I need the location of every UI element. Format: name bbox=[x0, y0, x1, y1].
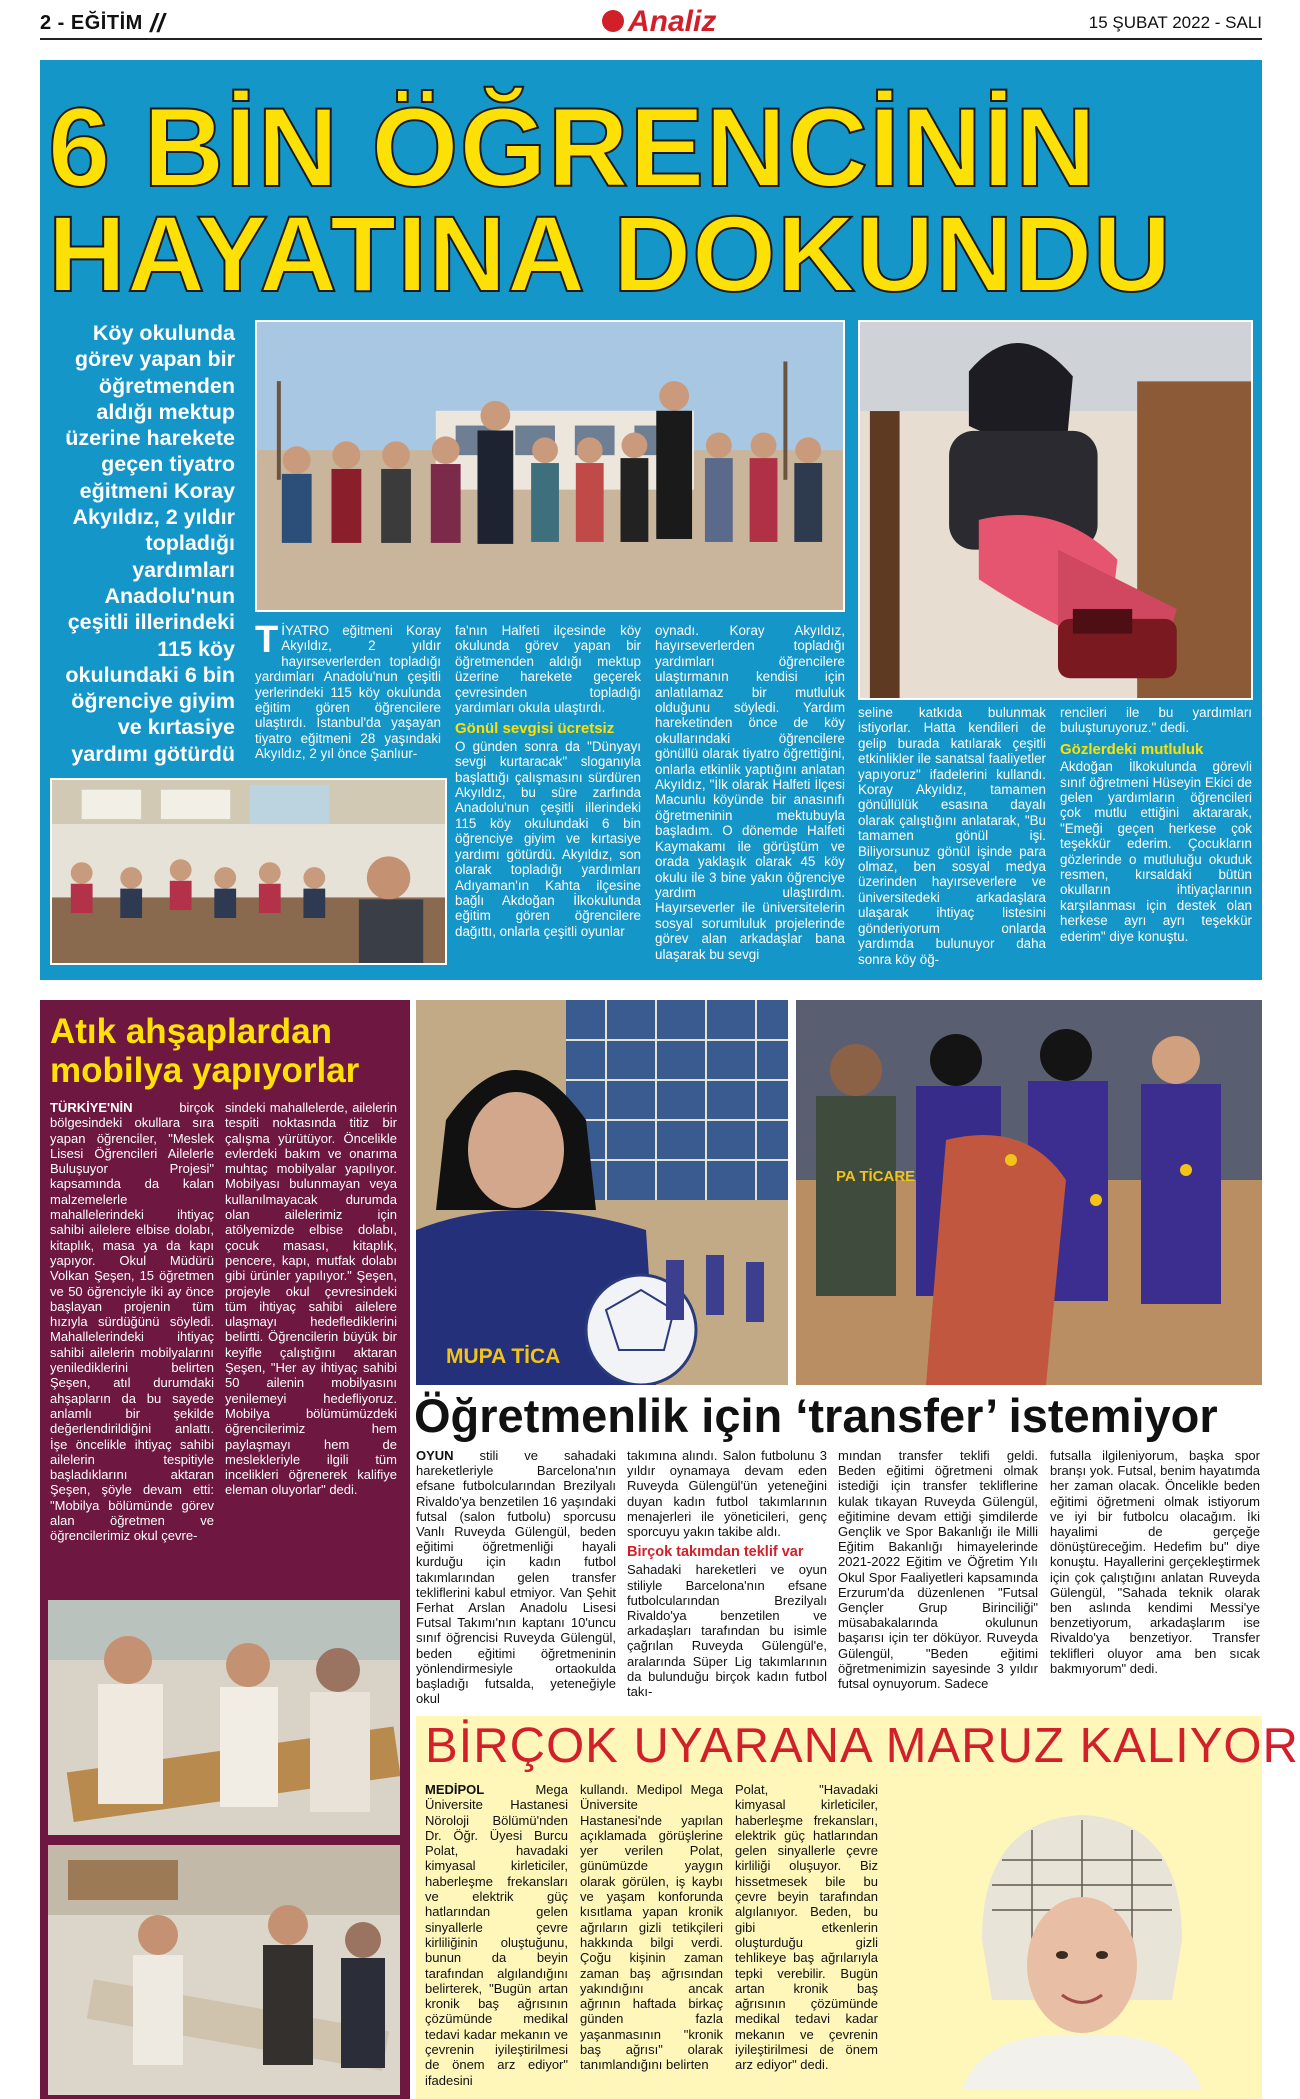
story3-photo-team-huddle bbox=[796, 1000, 1262, 1385]
story1-col3: oynadı. Koray Akyıldız, hayırseverlerden topladığı yardımları öğrencilere ulaştırmanın kendisi için anlatılamaz bir mutluluk olduğunu söyledi. Yardım hareketinden önce de köy okullarındaki öğrencilere gönüllü olarak tiyatro öğrettiğini, onlarla etkinlik yaptığını anlatan Akyıldız, "İlk olarak Halfeti İlçesi Macunlu köyünde bir anasınıfı öğretmeninin mektubuyla başladım. O dönemde Halfeti Kaymakamı ile görüştüm ve orada yaklaşık olarak 45 köy okulu ile 3 bine yakın öğrenciye yardım ulaştırdım. Hayırseverler ile üniversitelerin sosyal sorumluluk projelerinde görev alan arkadaşlar bana ulaşarak bu sevgi bbox=[655, 623, 845, 962]
story2-photo-workshop-1 bbox=[48, 1600, 400, 1835]
story4-col1: MEDİPOL Mega Üniversite Hastanesi Nöroloji Bölümü'nden Dr. Öğr. Üyesi Burcu Polat, havadaki kimyasal kirleticiler, haberleşme frekansları ve elektrik güç hatlarından gelen sinyallerle çevre kirliliğinin oluştuğunu, bunun da beyin tarafından algılandığını belirterek, "Bugün artan kronik baş ağrısının çözümünde medikal tedavi kadar mekanın ve çevrenin iyileştirilmesi de önem arz ediyor" ifadesini bbox=[425, 1782, 568, 2088]
story3-photo2-jersey-text: PA TİCARE bbox=[836, 1168, 916, 1185]
story1-subhead-2: Gözlerdeki mutluluk bbox=[1060, 740, 1204, 758]
story1-photo-girl-shoes bbox=[858, 320, 1253, 700]
story1-dropcap: T bbox=[255, 619, 279, 661]
story4-col2: kullandı. Medipol Mega Üniversite Hastanesi'nde yapılan açıklamada görüşlerine yer verilen Polat, günümüzde yaygın olarak görülen, iş kaybı ve yaşam konforunda kısıtlama yapan kronik ağrıların gizli tetikçileri hakkında bilgi verdi. Çoğu kişinin zaman zaman baş ağrısından yakındığını ancak ağrının haftada birkaç günden fazla yaşanmasının "kronik baş ağrısı" olarak tanımlandığını belirten bbox=[580, 1782, 723, 2073]
story1-col4: seline katkıda bulunmak istiyorlar. Hatta kendileri de gelip burada katılarak çeşitli etkinlikler ile sanatsal faaliyetler yapıyoruz" ifadelerini kullandı. Koray Akyıldız, tamamen gönüllülük esasına dayalı olarak çalıştığını anlatarak, "Bu tamamen gönül işi. Biliyorsunuz gönül işinde para olmaz, ben sosyal medya üzerinden hayırseverlere ve üniversitedeki arkadaşlara ulaşarak ihtiyaç listesini gönderiyorum onlarda yardımda bulunuyor daha sonra köy öğ- bbox=[858, 705, 1046, 967]
story3-col1: OYUN stili ve sahadaki hareketleriyle Barcelona'nın efsane futbolcularından Brezilyalı Rivaldo'ya benzetilen 16 yaşındaki futsal (salon futbolu) sporcusu Vanlı Ruveyda Gülengül, beden eğitimi öğretmenliği hayali kurduğu için kadın futbol takımlarından gelen transfer tekliflerini kabul etmiyor. Van Şehit Ferhat Arslan Anadolu Lisesi Futsal Takımı'nın kaptanı 10'uncu sınıf öğrencisi Ruveyda Gülengül, beden eğitimi öğretmeninin yönlendirmesiyle ortaokulda başladığı futsalda, yeteneğiyle okul bbox=[416, 1448, 616, 1707]
story2-col1: TÜRKİYE'NİN birçok bölgesindeki okullara sıra yapan öğrenciler, "Meslek Lisesi Öğrencileri Ailelerle Buluşuyor Projesi" kapsamında da kalan malzemelerle mahallelerindeki ihtiyaç sahibi ailelere elbise dolabı, kitaplık, masa ya da kapı yapıyor. Okul Müdürü Volkan Şeşen, 15 öğretmen ve 50 öğrenciyle iki ay önce başlayan projenin tüm hızıyla sürdüğünü söyledi. Mahallelerindeki ihtiyaç sahibi ailelerin mobilyalarını yenilediklerini belirten Şeşen, atıl durumdaki ahşapların da bu sayede anlamlı bir şekilde değerlendirildiğini anlattı. İşe öncelikle ihtiyaç sahibi ailelerin tespitiyle başladıklarını aktaran Şeşen, şöyle devam etti: "Mobilya bölümünde görev alan öğretmen ve öğrencilerimiz okul çevre- bbox=[50, 1100, 214, 1544]
story1-col5: rencileri ile bu yardımları buluşturuyoruz." dedi. Gözlerdeki mutluluk Akdoğan İlkokulunda görevli sınıf öğretmeni Hüseyin Ekici de gelen yardımların öğrencileri çok mutlu ettiğini aktararak, "Emeği geçen herkese çok teşekkür ederim. Çocukların gözlerinde o mutluluğu okuduk resmen, kırsaldaki bütün okulların ihtiyaçlarının karşılanması için destek olan herkese ayrı ayrı teşekkür ederim" diye konuştu. bbox=[1060, 705, 1252, 944]
story2-headline: Atık ahşaplardan mobilya yapıyorlar bbox=[50, 1012, 360, 1090]
story2-col2: sindeki mahallelerde, ailelerin tespiti noktasında titiz bir çalışma yürütüyor. Öncelikle evlerdeki bakım ve onarıma muhtaç mobilyalar yapılıyor. Mobilyası bulunmayan veya kullanılmayacak durumda olan ailelerimiz için atölyemizde elbise dolabı, çocuk masası, kitaplık, pencere, kapı, mutfak dolabı gibi ürünler yapılıyor." Şeşen, projeyle okul çevresindeki tüm ihtiyaç sahibi ailelere ulaşmayı hedeflediklerini belirtti. Öğrencilerin büyük bir keyifle çalıştığını aktaran Şeşen, "Her ay ihtiyaç sahibi 50 ailenin mobilyasını yenilemeyi hedefliyoruz. Mobilya bölümümüzdeki öğrencilerimiz hem paylaşmayı hem de meslekleriyle ilgili tüm incelikleri öğrenerek kalifiye eleman oluyorlar" dedi. bbox=[225, 1100, 397, 1498]
story3-col4: futsalla ilgileniyorum, başka spor branşı yok. Futsal, benim hayatımda her zaman olacak. Öncelikle beden eğitimi öğretmeni olmak istiyorum ve iyi bir futbolcu olacağım. İki hayalimi de gerçeğe dönüştüreceğim. Hedefim bu" diye konuştu. Hayallerini gerçekleştirmek için çok çalıştığını anlatan Ruveyda Gülengül, "Sahada teknik olarak ben aslında kendimi Messi'ye benzetiyorum, arkadaşlarım ise Rivaldo'ya benzetiyor. Transfer teklifleri oluyor ama ben sıcak bakmıyorum" dedi. bbox=[1050, 1448, 1260, 1676]
story4-col3: Polat, "Havadaki kimyasal kirleticiler, haberleşme frekansları, elektrik güç hatlarından gelen sinyallerle çevre kirliliği oluşuyor. Biz hissetmesek bile bu çevre beyin tarafından algılanıyor. Beden, bu gibi etkenlerin oluşturduğu gizli tehlikeye baş ağrılarıyla tepki verebilir. Bugün artan kronik baş ağrısının çözümünde medikal tedavi kadar mekanın ve çevrenin iyileştirilmesi de önem arz ediyor" dedi. bbox=[735, 1782, 878, 2073]
story1-headline-line2: HAYATINA DOKUNDU bbox=[48, 193, 1173, 314]
story1-subhead-1: Gönül sevgisi ücretsiz bbox=[455, 720, 615, 738]
section-label: 2 - EĞİTİM bbox=[40, 12, 143, 34]
story1-deck: Köy okulunda görev yapan bir öğretmenden aldığı mektup üzerine harekete geçen tiyatro eğitmeni Koray Akyıldız, 2 yıldır topladığı yardımları Anadolu'nun çeşitli illerindeki 115 köy okulundaki 6 bin öğrenciye giyim ve kırtasiye yardımı götürdü bbox=[65, 321, 235, 766]
story2-photo-workshop-2 bbox=[48, 1845, 400, 2095]
story1-headline-line1: 6 BİN ÖĞRENCİNİN bbox=[48, 85, 1097, 210]
story3-photo1-jersey-text: MUPA TİCA bbox=[446, 1345, 561, 1368]
issue-date: 15 ŞUBAT 2022 - SALI bbox=[1088, 13, 1262, 32]
page-header bbox=[40, 6, 1262, 40]
story4-portrait-doctor bbox=[922, 1790, 1242, 2090]
logo-swirl-icon bbox=[602, 10, 624, 32]
story3-col3: mından transfer teklifi geldi. Beden eğitimi öğretmeni olmak istediği için transfer tekliflerine kulak tıkayan Ruveyda Gülengül, eğitimine devam ettiği şimdilerde Gençlik ve Spor Bakanlığı ile Milli Eğitim Bakanlığı himayelerinde 2021-2022 Eğitim ve Öğretim Yılı Okul Spor Faaliyetleri kapsamında Erzurum'da düzenlenen "Futsal Gençler Grup Birinciliği" müsabakalarında okulunun başarısı için ter döküyor. Ruveyda Gülengül, "Beden eğitimi öğretmenimizin sayesinde 3 yıldır futsal oynuyorum. Sadece bbox=[838, 1448, 1038, 1692]
logo-text: Analiz bbox=[628, 5, 717, 38]
story3-photo-player-ball bbox=[416, 1000, 788, 1385]
logo bbox=[602, 6, 762, 36]
story4-headline: BİRÇOK UYARANA MARUZ KALIYOR bbox=[425, 1719, 1299, 1773]
story1-col2: fa'nın Halfeti ilçesinde köy okulunda görev yapan bir öğretmenden aldığı mektup üzerine harekete geçerek çevresinden topladığı yardımları okula ulaştırdı. Gönül sevgisi ücretsiz O günden sonra da "Dünyayı sevgi kurtaracak" sloganıyla başlattığı çalışmasını sürdüren Akyıldız, bu süre zarfında Anadolu'nun çeşitli illerindeki 115 köy okulundaki 6 bin öğrenciye giyim ve kırtasiye yardımı götürdü. Akyıldız, son olarak topladığı yardımları Adıyaman'ın Kahta ilçesine bağlı Akdoğan İlkokulunda eğitim gören öğrencilere dağıttı, onlarla çeşitli oyunlar bbox=[455, 623, 641, 939]
section-slashes: // bbox=[150, 8, 165, 38]
story3-headline: Öğretmenlik için ‘transfer’ istemiyor bbox=[414, 1389, 1218, 1442]
story3-subhead: Birçok takımdan teklif var bbox=[627, 1544, 804, 1561]
story3-col2: takımına alındı. Salon futbolunu 3 yıldır oynamaya devam eden Ruveyda Gülengül'ün yeteneğini duyan kadın futbol takımlarının menajerleri ile yöneticileri, genç sporcuyu yakın takibe aldı. Birçok takımdan teklif var Sahadaki hareketleri ve oyun stiliyle Barcelona'nın efsane futbolcularından Brezilyalı Rivaldo'ya benzetilen ve arkadaşları tarafından bu isimle çağrılan Ruveyda Gülengül'e, aralarında Süper Lig takımlarının da bulunduğu birçok kadın futbol takı- bbox=[627, 1448, 827, 1700]
story1-photo-kids-outdoor bbox=[255, 320, 845, 612]
story1-col1: TİYATRO eğitmeni Koray Akyıldız, 2 yıldır hayırseverlerden topladığı yardımları Anadolu'nun çeşitli yerlerindeki 115 köy okulunda eğitim gören öğrencilere ulaştırdı. İstanbul'da yaşayan tiyatro eğitmeni 28 yaşındaki Akyıldız, 2 yıl önce Şanlıur- bbox=[255, 619, 441, 762]
story1-photo-classroom bbox=[50, 778, 447, 965]
